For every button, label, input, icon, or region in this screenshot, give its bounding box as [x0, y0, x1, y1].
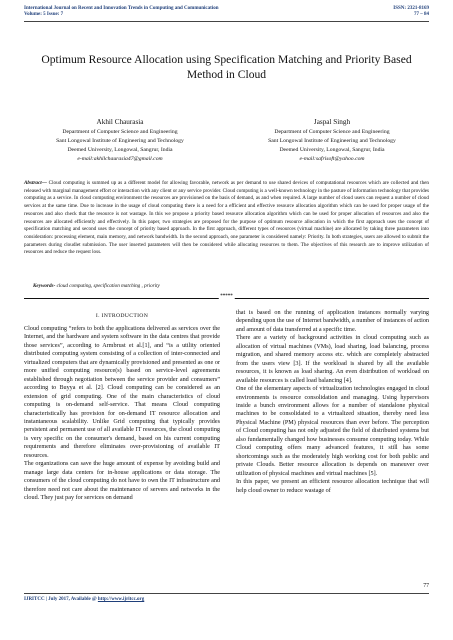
footer-divider [24, 593, 429, 594]
author-email: e-mail:safrisoft@yahoo.com [299, 156, 365, 162]
paragraph: There are a variety of background activities in cloud computing such as allocation of virtual machines (VMs), load sharing, load balancing, process migration, and shared memory access etc. which are completely abstracted from the users view [3]. If the workload is shared by all the available resources, it is known as load sharing. An even distribution of workload on available resources is called load balancing [4]. [236, 335, 429, 384]
paragraph: One of the elementary aspects of virtualization technologies engaged in cloud environments is resource consolidation and managing. Using hypervisors inside a bunch environment allows for a number of standalone physical machines to be consolidated to a virtualized situation, thereby need less Physical Machine (PM) physical resources than ever before. The perception of Cloud computing has not only adjusted the field of distributed systems but also fundamentally changed how businesses consume computing today. While Cloud computing offers many advanced features, it still has some shortcomings such as the moderately high working cost for both public and private Clouds. Better resource allocation is depends on maneuver over utilization of physical machines and virtual machines [5]. [236, 386, 429, 477]
author-name: Akhil Chaurasia [96, 118, 144, 126]
abstract [24, 180, 429, 257]
page-range: 77 – 84 [414, 12, 429, 18]
header-right [329, 6, 429, 18]
abstract-text: Cloud computing is summed up as a different model for allowing favorable, network as per demand to use shared devices of computational resources which are collected and then released with marginal management effort or interaction with any client or any service provider. Cloud computing is a well-known technology in the pasture of information technology that provides computing as a service. In cloud computing environment the resources are provisioned on the basis of demand, as and when required. A large number of cloud users can request a number of cloud services at the same time. Due to increase in the usage of cloud computing there is a need for a efficient and effective resource allocation algorithm which can be used for proper usage of the resources and also check that the resource is not wastage. In this we propose a priority based resource allocation algorithm which can be used for proper allocation of resources and also the resources are allocated efficiently and effectively. In this paper, two strategies are proposed for the purpose of optimum resource allocation in which the first approach uses the concept of specification matching and second uses the concept of priority based approach. In the first approach, different types of resources (virtual machine) are allocated by taking three parameters into consideration: processing element, main memory, and network bandwidth. In the second approach, one parameter is considered namely: Priority. In both strategies, users are allowed to submit the parameters during cloudlet submission. The user inserted parameters will then be considered while allocating resources to them. The objectives of this research are to improve utilization of resources and reduce the request loss. [24, 180, 429, 256]
paper-title [30, 53, 423, 82]
paragraph: Cloud computing “refers to both the applications delivered as services over the Internet, and the hardware and system software in the data centres that provide those services”, according to Armbrust et al.[1], and “is a utility oriented distributed computing system consisting of a collection of inter-connected and virtualized computers that are dynamically provisioned and presented as one or more unified computing resource(s) based on service-level agreements established through negotiation between the service provider and consumers” according to Buyya et al. [2]. Cloud computing can be considered as an extension of grid computing. One of the main characteristics of cloud computing is on-demand self-service. That means Cloud computing characteristically has provision for on-demand IT resource allocation and instantaneous scalability. Unlike Grid computing that typically provides persistent and permanent use of all available IT resources, the cloud computing is very specific on the consumer's demand, based on his current computing requirements and therefore eliminates over-provisioning of available IT resources. [24, 326, 220, 459]
keywords-text: cloud computing, specification matching , priority [55, 283, 160, 289]
separator-stars: ***** [220, 294, 233, 299]
author-email: e-mail:akhilchaurasia47@gmail.com [77, 156, 163, 162]
journal-issn: ISSN: 2321-8169 [393, 6, 429, 11]
author-institute: Sant Longowal Institute of Engineering and Technology [56, 138, 184, 144]
journal-volume: Volume: 5 Issue: 7 [24, 12, 64, 18]
author-department: Department of Computer Science and Engineering [274, 129, 390, 135]
author-university: Deemed University, Longowal, Sangrur, India [67, 147, 173, 153]
section-separator [24, 294, 429, 303]
author-name: Jaspal Singh [313, 118, 351, 126]
keywords-label: Keywords- [33, 283, 56, 289]
journal-name: International Journal on Recent and Innovation Trends in Computing and Communication [24, 6, 219, 11]
page-number: 77 [423, 583, 429, 589]
footer-link[interactable]: http://www.ijritcc.org [97, 597, 145, 602]
footer-text: IJRITCC | July 2017, Available @ [24, 597, 98, 602]
title-line-1: Optimum Resource Allocation using Specification Matching and Priority Based [41, 53, 412, 66]
author-department: Department of Computer Science and Engineering [62, 129, 178, 135]
body-column-right [236, 309, 429, 495]
header-left [24, 6, 324, 18]
keywords [33, 283, 160, 289]
title-line-2: Method in Cloud [186, 67, 267, 81]
footer [24, 597, 144, 602]
paragraph: that is based on the running of application instances normally varying depending upon the use of Internet bandwidth, a number of instances of action and amount of data transferred at a specific time. [236, 310, 429, 333]
author-block-2 [242, 116, 422, 164]
author-institute: Sant Longowal Institute of Engineering and Technology [268, 138, 396, 144]
header-divider [24, 21, 429, 22]
author-block-1 [30, 116, 210, 164]
abstract-label: Abstract— [24, 180, 47, 186]
author-university: Deemed University, Longowal, Sangrur, India [279, 147, 385, 153]
body-column-left [24, 325, 220, 503]
section-heading-introduction: I. INTRODUCTION [95, 313, 149, 319]
paragraph: In this paper, we present an efficient resource allocation technique that will help cloud owner to reduce wastage of [236, 479, 429, 494]
paragraph: The organizations can save the huge amount of expense by avoiding build and manage large data centers for in-house applications or data storage. The consumers of the cloud computing do not have to own the IT infrastructure and therefore need not care about the maintenance of servers and networks in the cloud. They just pay for services on demand [24, 461, 220, 502]
